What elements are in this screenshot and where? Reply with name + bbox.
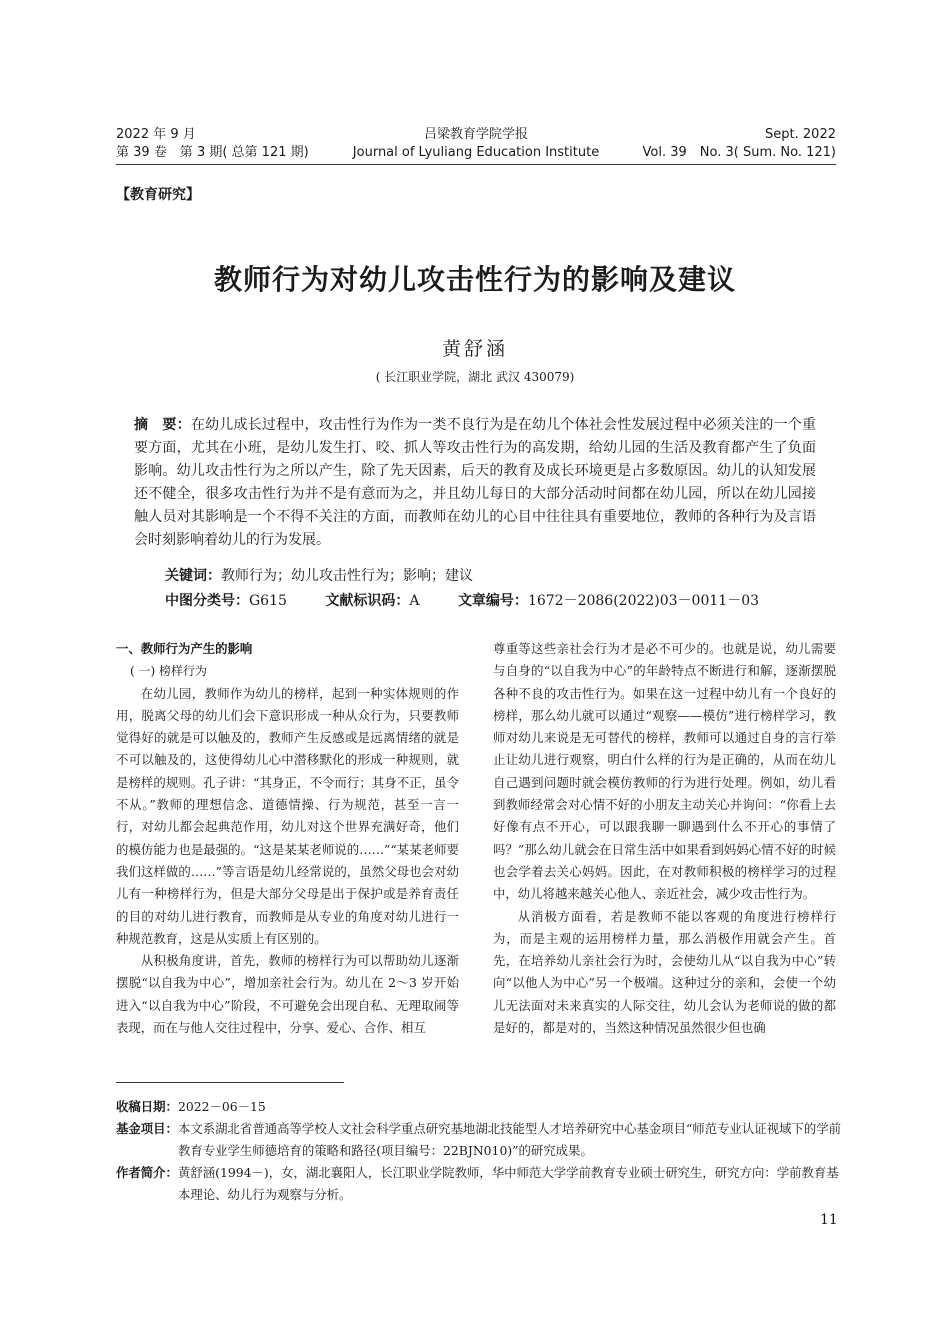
fund-value: 本文系湖北省普通高等学校人文社会科学重点研究基地湖北技能型人才培养研究中心基金项目“师范专业认证视域下的学前教育专业学生师德培育的策略和路径(项目编号：22BJN010)”的研究成果。 [177, 1121, 841, 1158]
doc-code-label: 文献标识码： [325, 593, 410, 609]
doc-code-value: A [409, 593, 420, 609]
received-date-note [116, 1096, 850, 1118]
received-value: 2022－06－15 [177, 1099, 266, 1114]
section-heading: 一、教师行为产生的影响 [116, 641, 253, 656]
body-paragraph: 在幼儿园，教师作为幼儿的榜样，起到一种实体规则的作用，脱离父母的幼儿们会下意识形成一种从众行为，只要教师觉得好的就是可以触及的，教师产生反感或是远离情绪的就是不可以触及的，这使得幼儿心中潜移默化的形成一种规则，就是榜样的规则。孔子讲：“其身正，不令而行；其身不正，虽令不从。”教师的理想信念、道德情操、行为规范，甚至一言一行，对幼儿都会起典范作用，幼儿对这个世界充满好奇，他们的模仿能力也是最强的。“这是某某老师说的……”“某某老师要我们这样做的……”等言语是幼儿经常说的，虽然父母也会对幼儿有一种榜样行为，但是大部分父母是出于保护或是养育责任的目的对幼儿进行教育，而教师是从专业的角度对幼儿进行一种规范教育，这是从实质上有区别的。 [116, 685, 459, 946]
article-id-label: 文章编号： [457, 593, 528, 609]
body-paragraph: 尊重等这些亲社会行为才是必不可少的。也就是说，幼儿需要与自身的“以自我为中心”的年龄特点不断进行和解，逐渐摆脱各种不良的攻击性行为。如果在这一过程中幼儿有一个良好的榜样，那么幼儿就可以通过“观察——模仿”进行榜样学习，教师对幼儿来说是无可替代的榜样，教师可以通过自身的言行举止让幼儿进行观察，明白什么样的行为是正确的，从而在幼儿自己遇到问题时就会模仿教师的行为进行处理。例如，幼儿看到教师经常会对心情不好的小朋友主动关心并询问：“你看上去好像有点不开心，可以跟我聊一聊遇到什么不开心的事情了吗？”那么幼儿就会在日常生活中如果看到妈妈心情不好的时候也会学着去关心妈妈。因此，在对教师积极的榜样学习的过程中，幼儿将越来越关心他人、亲近社会，减少攻击性行为。 [493, 641, 836, 902]
abstract-text: 在幼儿成长过程中，攻击性行为作为一类不良行为是在幼儿个体社会性发展过程中必须关注的一个重要方面，尤其在小班，是幼儿发生打、咬、抓人等攻击性行为的高发期，给幼儿园的生活及教育都产生了负面影响。幼儿攻击性行为之所以产生，除了先天因素，后天的教育及成长环境更是占多数原因。幼儿的认知发展还不健全，很多攻击性行为并不是有意而为之，并且幼儿每日的大部分活动时间都在幼儿园，所以在幼儿园接触人员对其影响是一个不得不关注的方面，而教师在幼儿的心目中往往具有重要地位，教师的各种行为及言语会时刻影响着幼儿的行为发展。 [134, 417, 817, 548]
abstract-label: 摘 要： [134, 417, 191, 433]
fund-label: 基金项目： [116, 1121, 178, 1136]
bio-label: 作者简介： [116, 1165, 178, 1180]
keywords-text: 教师行为；幼儿攻击性行为；影响；建议 [221, 568, 473, 584]
body-column-right [493, 638, 836, 1039]
author-name: 黄舒涵 [441, 338, 508, 360]
body-paragraph: 从积极角度讲，首先，教师的榜样行为可以帮助幼儿逐渐摆脱“以自我为中心”，增加亲社会行为。幼儿在 2～3 岁开始进入“以自我为中心”阶段，不可避免会出现自私、无理取闹等表现，而在与他人交往过程中，分享、爱心、合作、相互 [116, 953, 459, 1036]
keywords-label: 关键词： [165, 568, 221, 584]
section-tag: 【教育研究】 [116, 187, 200, 203]
header-rule [116, 164, 836, 165]
journal-name-cn: 吕梁教育学院学报 [423, 127, 528, 142]
received-label: 收稿日期： [116, 1099, 178, 1114]
running-header [116, 126, 836, 162]
article-id-value: 1672－2086(2022)03－0011－03 [527, 593, 760, 609]
header-date-en: Sept. 2022 [765, 127, 836, 142]
author-affiliation: ( 长江职业学院，湖北 武汉 430079) [375, 370, 575, 384]
body-column-left [116, 638, 459, 1039]
footnotes [116, 1096, 850, 1206]
header-date: 2022 年 9 月 [116, 127, 196, 142]
author-bio-note [116, 1162, 850, 1206]
header-volume-en: Vol. 39 No. 3( Sum. No. 121) [642, 145, 836, 160]
body-paragraph: 从消极方面看，若是教师不能以客观的角度进行榜样行为，而是主观的运用榜样力量，那么消极作用就会产生。首先，在培养幼儿亲社会行为时，会使幼儿从“以自我为中心”转向“以他人为中心”另一个极端。这种过分的亲和，会使一个幼儿无法面对未来真实的人际交往，幼儿会认为老师说的做的都是好的，都是对的，当然这种情况虽然很少但也确 [493, 908, 836, 1036]
article-title: 教师行为对幼儿攻击性行为的影响及建议 [213, 263, 736, 296]
bio-value: 黄舒涵(1994－)，女，湖北襄阳人，长江职业学院教师，华中师范大学学前教育专业硕士研究生，研究方向：学前教育基本理论、幼儿行为观察与分析。 [177, 1165, 839, 1202]
clc-value: G615 [249, 593, 287, 609]
clc-label: 中图分类号： [165, 593, 249, 609]
journal-name-en: Journal of Lyuliang Education Institute [352, 145, 600, 160]
fund-note [116, 1118, 850, 1162]
page-number: 11 [820, 1212, 838, 1228]
abstract [134, 414, 816, 552]
header-volume: 第 39 卷 第 3 期( 总第 121 期) [116, 145, 309, 160]
subsection-heading: ( 一) 榜样行为 [130, 664, 207, 679]
keywords [165, 566, 815, 586]
footnote-rule [116, 1082, 344, 1083]
classification-line [165, 591, 815, 611]
